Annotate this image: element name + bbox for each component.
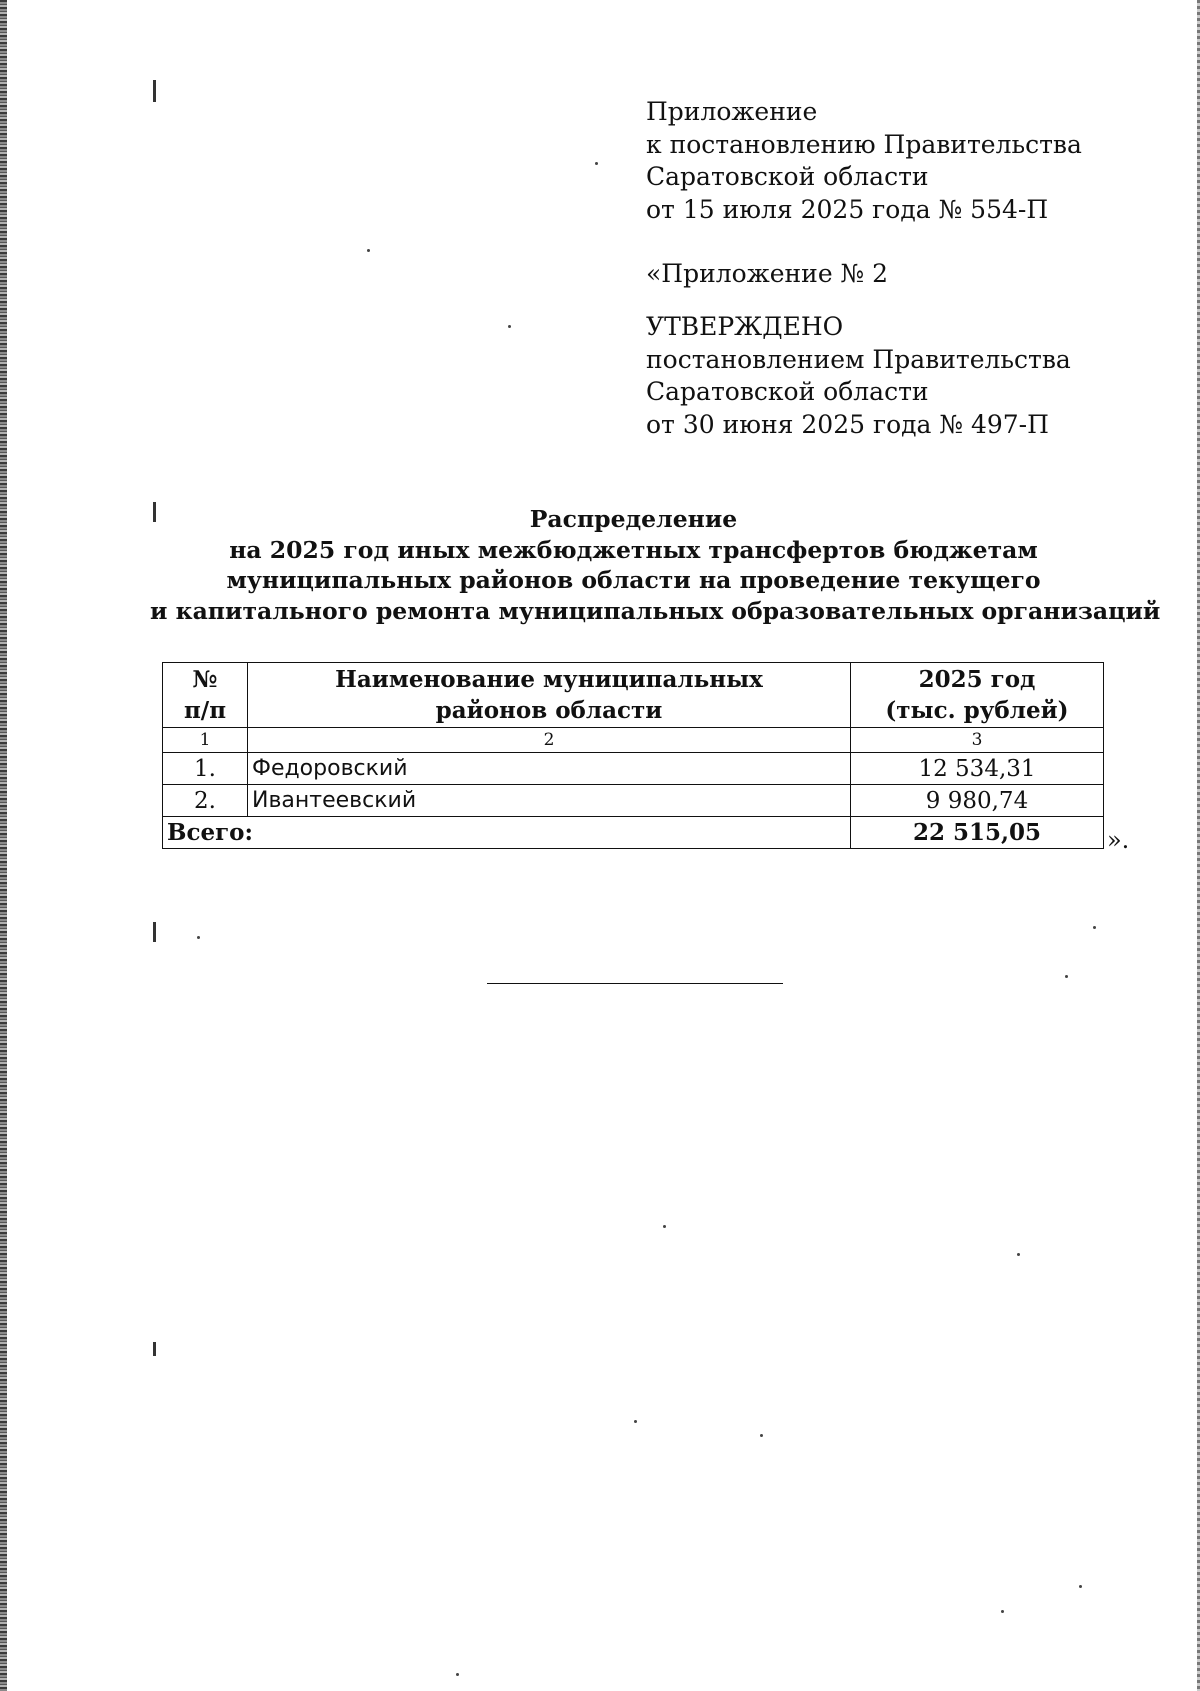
scan-speck (1079, 1585, 1082, 1588)
row-district-name: Федоровский (248, 753, 851, 785)
end-separator-line (487, 983, 783, 984)
header-amount (851, 663, 1104, 728)
column-number: 2 (248, 728, 851, 753)
header-num-line2: п/п (183, 697, 227, 724)
header-amount-line2: (тыс. рублей) (885, 697, 1069, 724)
appendix-line: Саратовской области (646, 162, 929, 191)
title-line: и капитального ремонта муниципальных образовательных организаций (150, 596, 1161, 625)
scan-speck (760, 1434, 763, 1437)
scan-speck (1001, 1610, 1004, 1613)
header-name (248, 663, 851, 728)
scan-speck (456, 1673, 459, 1676)
scan-speck (508, 325, 511, 328)
punch-mark (153, 80, 156, 102)
row-num: 1. (163, 753, 248, 785)
header-amount-line1: 2025 год (918, 666, 1036, 693)
total-label: Всего: (163, 817, 851, 849)
punch-mark (153, 922, 156, 942)
scan-speck (1065, 975, 1068, 978)
header-name-line1: Наименование муниципальных (335, 666, 763, 693)
punch-mark (153, 1342, 156, 1356)
approval-line: Саратовской области (646, 377, 929, 406)
scan-left-edge (0, 0, 7, 1691)
total-row (163, 817, 1104, 849)
table-row (163, 753, 1104, 785)
scan-speck (1093, 926, 1096, 929)
header-num (163, 663, 248, 728)
title-line: Распределение (529, 505, 738, 533)
row-amount: 12 534,31 (851, 753, 1104, 785)
row-district-name: Ивантеевский (248, 785, 851, 817)
scan-speck (197, 936, 200, 939)
title-line: муниципальных районов области на проведение текущего (226, 566, 1041, 594)
total-amount: 22 515,05 (851, 817, 1104, 849)
table-header-row (163, 663, 1104, 728)
column-number-row (163, 728, 1104, 753)
scan-speck (663, 1225, 666, 1228)
document-title (150, 504, 1161, 626)
appendix-number (646, 258, 1166, 291)
appendix-line: от 15 июля 2025 года № 554-П (646, 194, 1049, 224)
row-num: 2. (163, 785, 248, 817)
closing-quote: ». (1107, 826, 1130, 854)
approval-line: постановлением Правительства (646, 344, 1071, 374)
scan-speck (1017, 1253, 1020, 1256)
appendix-line: Приложение (646, 97, 818, 126)
table-row (163, 785, 1104, 817)
header-name-line2: районов области (435, 697, 663, 724)
appendix-number-text: «Приложение № 2 (646, 259, 889, 288)
appendix-reference (646, 96, 1166, 226)
appendix-line: к постановлению Правительства (646, 129, 1082, 159)
scan-speck (634, 1420, 637, 1423)
row-amount: 9 980,74 (851, 785, 1104, 817)
approval-line: от 30 июня 2025 года № 497-П (646, 409, 1049, 439)
title-line: на 2025 год иных межбюджетных трансфертов бюджетам (229, 535, 1038, 564)
column-number: 1 (163, 728, 248, 753)
scan-speck (595, 162, 598, 165)
distribution-table (162, 662, 1104, 849)
header-num-line1: № (192, 666, 218, 693)
approval-stamp (646, 311, 1166, 441)
scan-speck (367, 249, 370, 252)
column-number: 3 (851, 728, 1104, 753)
approval-line: УТВЕРЖДЕНО (646, 312, 844, 341)
